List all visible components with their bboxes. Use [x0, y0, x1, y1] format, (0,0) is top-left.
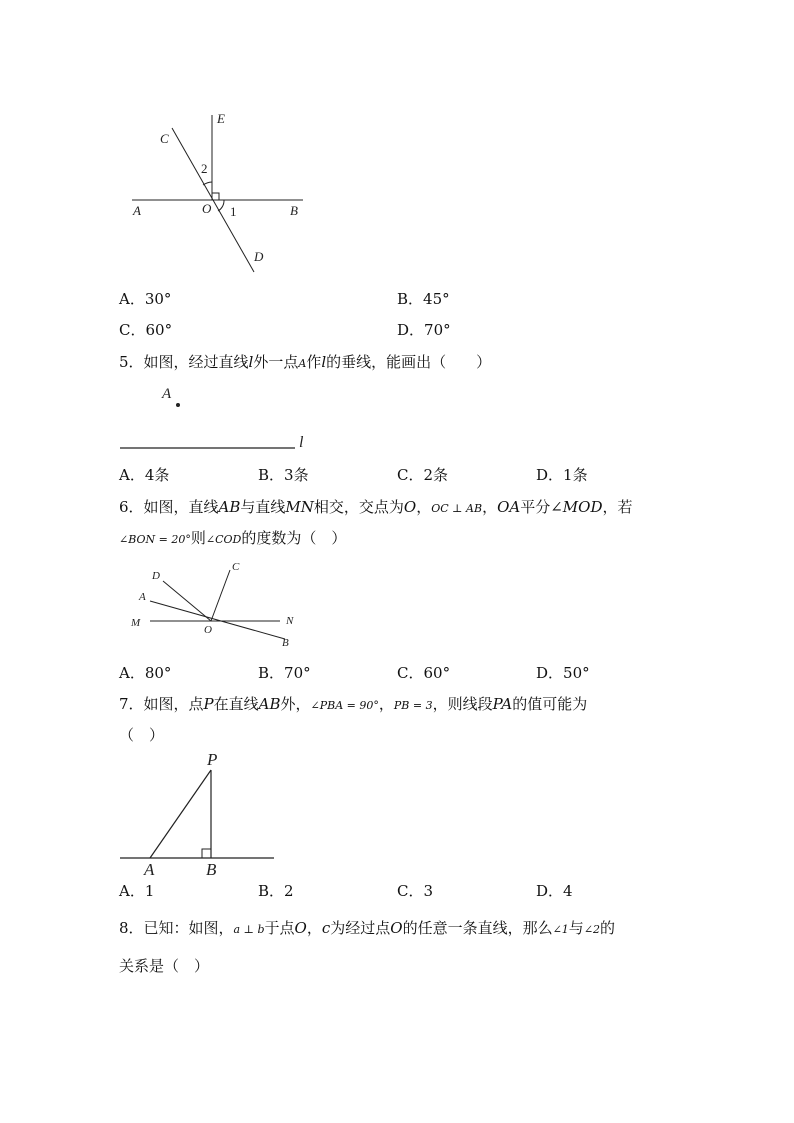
q6-option-a: A．80° [119, 664, 172, 682]
q5-option-b: B．3条 [258, 466, 309, 484]
label-o: O [202, 201, 212, 216]
q6-stem-line2: ∠BON = 20°则∠COD的度数为（ ） [119, 529, 347, 547]
label-e: E [217, 111, 225, 126]
q8-stem-line1: 8．已知：如图，a ⊥ b于点O，c为经过点O的任意一条直线，那么∠1与∠2的 [119, 919, 616, 937]
q5-option-c: C．2条 [397, 466, 449, 484]
q8-stem-line2: 关系是（ ） [119, 957, 210, 975]
label-o: O [204, 624, 212, 636]
label-point-a: A [162, 386, 172, 402]
q4-figure [120, 105, 320, 275]
label-a: A [133, 203, 141, 218]
q5-stem: 5．如图，经过直线l外一点A作l的垂线，能画出（ ） [119, 353, 492, 371]
label-m: M [131, 617, 141, 629]
q7-figure [115, 745, 285, 880]
q6-figure [125, 555, 310, 650]
label-n: N [286, 615, 294, 627]
q4-option-c: C．60° [119, 321, 173, 339]
label-a: A [144, 860, 155, 879]
q6-option-d: D．50° [536, 664, 590, 682]
ray-od [163, 581, 211, 621]
angle-1-arc [218, 200, 224, 211]
q7-option-a: A．1 [119, 882, 155, 900]
q7-option-b: B．2 [258, 882, 294, 900]
q5-figure [115, 380, 315, 455]
label-b: B [282, 637, 289, 649]
label-c: C [232, 561, 240, 573]
angle-2-arc [203, 182, 212, 185]
label-p: P [207, 750, 218, 769]
right-angle-mark [212, 193, 219, 200]
label-line-l: l [299, 434, 304, 451]
segment-pa [150, 770, 211, 858]
label-a: A [139, 591, 146, 603]
q4-option-d: D．70° [397, 321, 451, 339]
right-angle-mark [202, 849, 211, 858]
label-c: C [160, 131, 169, 146]
label-d: D [152, 570, 160, 582]
q7-option-d: D．4 [536, 882, 573, 900]
q5-option-a: A．4条 [119, 466, 170, 484]
point-a [176, 403, 180, 407]
ray-oc [211, 570, 230, 621]
q7-stem-line2: （ ） [119, 726, 165, 744]
q4-option-b: B．45° [397, 290, 450, 308]
label-b: B [206, 860, 217, 879]
q4-option-a: A．30° [119, 290, 172, 308]
label-d: D [254, 249, 264, 264]
label-b: B [290, 203, 298, 218]
q7-option-c: C．3 [397, 882, 434, 900]
line-ab [150, 601, 285, 639]
q6-option-c: C．60° [397, 664, 451, 682]
q5-option-d: D．1条 [536, 466, 588, 484]
q7-stem-line1: 7．如图，点P在直线AB外，∠PBA = 90°，PB = 3，则线段PA的值可能为 [119, 695, 588, 713]
q6-option-b: B．70° [258, 664, 311, 682]
label-angle-2: 2 [201, 161, 208, 176]
label-angle-1: 1 [230, 204, 237, 219]
q6-stem-line1: 6．如图，直线AB与直线MN相交，交点为O，OC ⊥ AB，OA平分∠MOD，若 [119, 498, 633, 516]
